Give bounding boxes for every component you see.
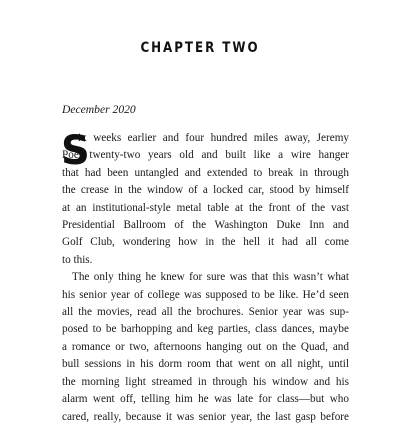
dateline: December 2020 [62, 103, 136, 116]
text-line: ix weeks earlier and four hundred miles away, Jeremy [78, 132, 349, 144]
text-line: the crease in the window of a locked car, stood by himself [62, 184, 349, 197]
text-line: at an institutional-style metal table at the front of the vast [62, 201, 349, 214]
text-line: the morning light streamed in through his window and his [62, 375, 349, 388]
text-line: his senior year of college was supposed to be like. He’d seen [62, 288, 349, 301]
text-line: a romance or two, afternoons hanging out on the Quad, and [62, 340, 349, 353]
text-line: cared, really, because it was senior year, the last gasp before [62, 410, 349, 423]
drop-cap: S [61, 128, 90, 174]
paragraph-1 [62, 130, 349, 269]
chapter-heading: CHAPTER TWO [140, 40, 260, 56]
text-line: Presidential Ballroom of the Washington Duke Inn and [62, 219, 349, 232]
body-text [62, 130, 349, 426]
text-line: The only thing he knew for sure was that this wasn’t what [72, 271, 349, 284]
text-line: bull sessions in his dorm room that went on all night, until [62, 358, 349, 371]
text-line: to this. [62, 253, 93, 266]
text-line: alarm went off, telling him he was late for class—but who [62, 393, 349, 406]
text-line: all the movies, read all the brochures. Senior year was sup- [62, 306, 349, 319]
text-line: that had been untangled and extended to break in through [62, 166, 349, 179]
text-line: Golf Club, wondering how in the hell it had all come [62, 236, 349, 249]
text-line: posed to be barhopping and keg parties, class dances, maybe [62, 323, 349, 336]
text-line: Poe, twenty-two years old and built like a wire hanger [62, 149, 349, 162]
paragraph-2 [62, 269, 349, 426]
